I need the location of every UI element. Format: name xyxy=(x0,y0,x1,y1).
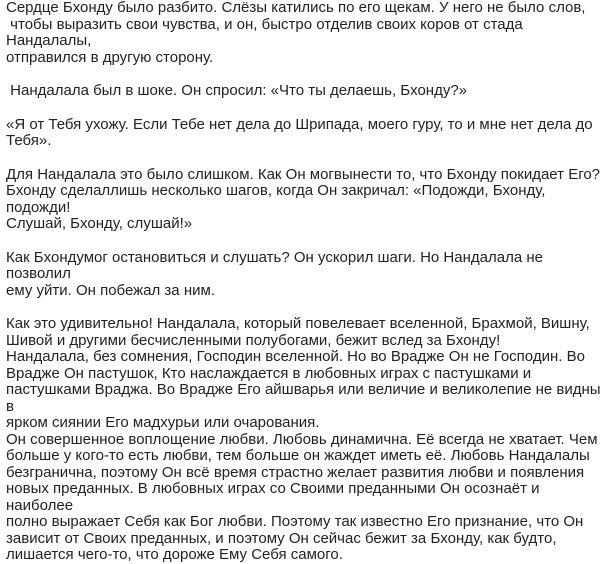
paragraph-1: Сердце Бхонду было разбито. Слёзы катились по его щекам. У него не было слов, чтобы выразить свои чувства, и он, быстро отделив своих коров от стада Нандалалы, отправился в другую сторону. xyxy=(6,0,586,66)
paragraph-3: «Я от Тебя ухожу. Если Тебе нет дела до Шрипада, моего гуру, то и мне нет дела до Тебя». xyxy=(6,115,593,149)
paragraph-6: Как это удивительно! Нандалала, который повелевает вселенной, Брахмой, Вишну, Шивой и другими бесчисленными полубогами, бежит вслед за Бхонду! Нандалала, без сомнения, Господин вселенной. Но во Врадже Он не Господин. Во Врадже Он пастушок, Кто наслаждается в любовных играх с пастушками и пастушками Враджа. Во Врадже Его айшварья или величие и великолепие не видны в ярком сиянии Его мадхурьи или очарования. Он совершенное воплощение любви. Любовь динамична. Её всегда не хватает. Чем больше у кого-то есть любви, тем больше он жаждет иметь её. Любовь Нандалалы безгранична, поэтому Он всё время страстно желает развития любви и появления новых преданных. В любовных играх со Своими преданными Он осознаёт и наиболее полно выражает Себя как Бог любви. Поэтому так известно Его признание, что Он зависит от Своих преданных, и поэтому Он сейчас бежит за Бхонду, как будто, лишается чего-то, что дороже Ему Себя самого. xyxy=(6,315,601,563)
paragraph-5: Как Бхондумог остановиться и слушать? Он ускорил шаги. Но Нандалала не позволил ему уйти. Он побежал за ним. xyxy=(6,248,543,299)
document-body xyxy=(6,0,606,564)
paragraph-2: Нандалала был в шоке. Он спросил: «Что ты делаешь, Бхонду?» xyxy=(6,82,468,99)
paragraph-4: Для Нандалала это было слишком. Как Он могвынести то, что Бхонду покидает Его? Бхонду сделаллишь несколько шагов, когда Он закричал: «Подожди, Бхонду, подожди! Слушай, Бхонду, слушай!» xyxy=(6,165,601,232)
